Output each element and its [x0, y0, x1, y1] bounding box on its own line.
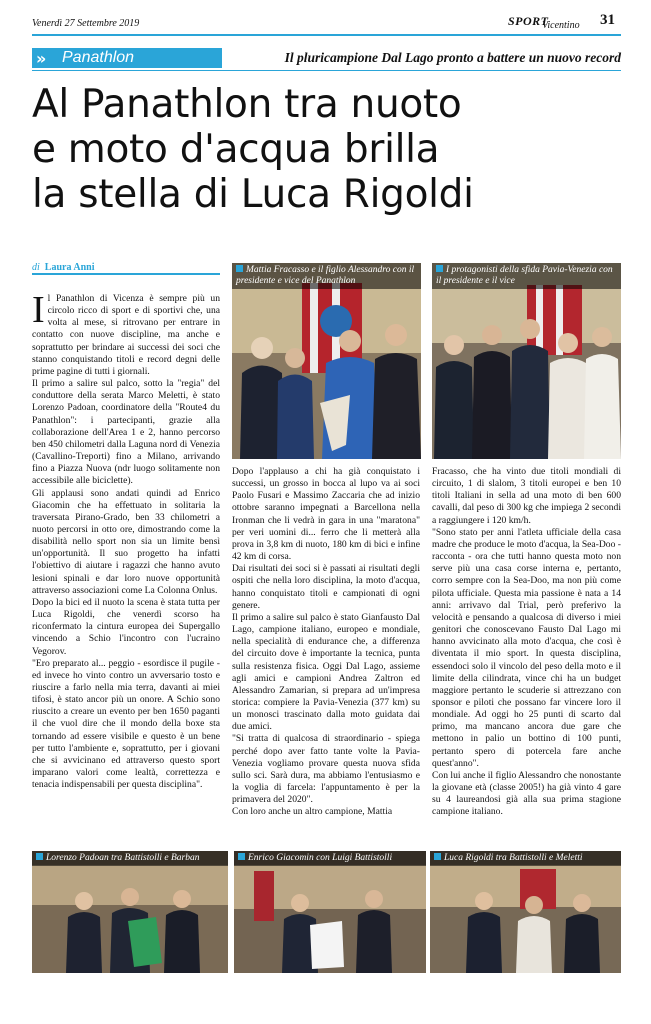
caption-text: I protagonisti della sfida Pavia-Venezia con il presidente e il vice [436, 265, 613, 286]
paragraph: Dopo l'applauso a chi ha già conquistato i successi, un grosso in bocca al lupo va ai soci Paolo Fusari e Massimo Zaccaria che ad inizio ottobre saranno impegnati a Barcellona nella Ironman che li vedrà in gara in una "maratona" per veri uomini di... ferro che li metterà alla prova in 3,8 km di nuoto, 180 km di bici e infine 42 km di corsa. [232, 466, 420, 563]
photo-giacomin [234, 851, 426, 973]
photo-caption [430, 851, 621, 866]
top-rule [32, 34, 621, 36]
photo-rigoldi [430, 851, 621, 973]
headline-line-1: Al Panathlon tra nuoto [32, 82, 462, 127]
paragraph: "Si tratta di qualcosa di straordinario - spiega perché dopo aver fatto tante volte la Pavia-Venezia vogliamo provare questa nuova sfida sullo sci. Sarà dura, ma abbiamo l'entusiasmo e la voglia di farcela: l'appuntamento è per la primavera del 2020". [232, 733, 420, 806]
photo-caption [32, 851, 228, 866]
photo-fracasso-panathlon [232, 263, 421, 459]
photo-image [432, 263, 621, 459]
photo-pavia-venezia [432, 263, 621, 459]
photo-image [234, 851, 426, 973]
paragraph [32, 289, 220, 378]
caption-marker-icon [236, 265, 243, 272]
paragraph: "Ero preparato al... peggio - esordisce il pugile - ed invece ho vinto contro un avversario tosto e riuscire a farlo nella mia terra, davanti ai miei tifosi, è stato ancor più un onore. A Schio sono riuscito a creare un evento per ben 1650 paganti il che vuol dire che il mondo della boxe sta tornando ad essere visibile e questo è un bene per tutto l'ambiente e, soprattutto, per i giovani che si avvicinano ed attraverso questo sport imparano valori come lealtà, correttezza e tenacia indispensabili per questa disciplina". [32, 657, 220, 791]
photo-padoan [32, 851, 228, 973]
photo-caption [232, 263, 421, 289]
section-banner [32, 48, 222, 68]
photo-image [32, 851, 228, 973]
caption-marker-icon [36, 853, 43, 860]
caption-marker-icon [238, 853, 245, 860]
paragraph: Il primo a salire sul palco, sotto la "regia" del conduttore della serata Marco Meletti, è stato Lorenzo Padoan, coordinatore della "Route4 du Panathlon": i partecipanti, grazie alla collaborazione dell'Area 1 e 2, hanno percorso ben 450 chilometri dalla Laguna nord di Venezia (Cavallino-Treporti) fino a Milano, arrivando fino a Piazza Nuova (ndr luogo solitamente non accessibile alle biciclette). [32, 378, 220, 487]
caption-text: Lorenzo Padoan tra Battistolli e Barban [46, 853, 200, 863]
caption-text: Enrico Giacomin con Luigi Battistolli [248, 853, 393, 863]
paragraph-text: l Panathlon di Vicenza è sempre più un circolo ricco di sport e di sportivi che, una volta al mese, si ritrovano per entrare in contatto con nuove discipline, ma anche e soprattutto per brindare ai successi dei soci che stanno conquistando titoli e record degni delle prime pagine di tutti i giornali. [32, 293, 220, 377]
kicker-rule [32, 70, 621, 71]
paragraph: Dai risultati dei soci si è passati ai risultati degli ospiti che nella loro disciplina, la moto d'acqua, hanno conquistato titoli e campionati di ogni genere. [232, 563, 420, 611]
article-column-3 [432, 466, 621, 819]
photo-caption [234, 851, 426, 866]
photo-image [232, 263, 421, 459]
caption-text: Mattia Fracasso e il figlio Alessandro con il presidente e vice del Panathlon [236, 265, 415, 286]
byline [32, 262, 220, 275]
drop-cap: I [32, 289, 45, 331]
double-chevron-icon: » [36, 49, 47, 68]
paragraph: Il primo a salire sul palco è stato Gianfausto Dal Lago, campione italiano, europeo e mondiale, nella specialità di endurance che, a differenza del circuito dove è importante la tecnica, punta sulla resistenza fisica. Oggi Dal Lago, assieme agli amici e campioni Andrea Zaltron ed Alessandro Zamarian, si prepara ad un'impresa storica: compiere la Pavia-Venezia (377 km) su un monosci trascinato dalla moto guidata dai due amici. [232, 611, 420, 733]
page-number: 31 [600, 12, 615, 28]
caption-marker-icon [434, 853, 441, 860]
paragraph: Con loro anche un altro campione, Mattia [232, 806, 393, 818]
paragraph: "Sono stato per anni l'atleta ufficiale della casa madre che produce le moto d'acqua, la Sea-Doo - racconta - ora che tutti hanno questa moto non serve più una casa corse interna e, pertanto, corro sempre con la Sea-Doo, ma non più come pilota ufficiale. Questa mia passione è nata a 14 anni: arrivavo dal Trial, però preferivo la velocità e pensando a qualcosa di diverso i miei genitori che conoscevano Fausto Dal Lago mi hanno avvicinato alla moto d'acqua, che così è diventata il mio sport. In questa disciplina, essendoci solo il vincolo del peso della moto e il limite della cilindrata, vince chi ha un budget maggiore pertanto le scuderie si attrezzano con sponsor e piloti che possano far vincere loro il mondiale. Ad oggi ho 25 punti di scarto dal primo, ma mancano ancora due gare che mettono in palio un bottino di 100 punti, pertanto spero di potercela fare anche quest'anno". [432, 526, 621, 769]
article-column-1 [32, 289, 220, 791]
paragraph: Fracasso, che ha vinto due titoli mondiali di circuito, 1 di slalom, 3 titoli europei e ben 10 titoli Italiani in sella ad una moto di ben 600 cavalli, dal peso di 300 kg che impiega 2 secondi a raggiungere i 120 km/h. [432, 466, 621, 526]
paragraph: Gli applausi sono andati quindi ad Enrico Giacomin che ha effettuato in solitaria la traversata Pirano-Grado, ben 33 chilometri a nuoto percorsi in otto ore, dimostrando come la disabilità nello sport non sia un limite bensì un'opportunità. Il suo progetto ha infatti l'obiettivo di aiutare i ragazzi che hanno avuto lesioni spinali e dar loro nuove opportunità attraverso associazioni come La Colonna Onlus. [32, 487, 220, 596]
paragraph: Dopo la bici ed il nuoto la scena è stata tutta per Luca Rigoldi, che venerdì scorso ha riconfermato la cintura europea dei Supergallo vincendo a Schio l'incontro con l'ucraino Vegorov. [32, 596, 220, 657]
issue-date: Venerdì 27 Settembre 2019 [32, 18, 140, 29]
photo-image [430, 851, 621, 973]
byline-author: Laura Anni [44, 262, 95, 273]
brand-sport: SPORT [508, 14, 549, 28]
masthead-logo [508, 12, 588, 34]
caption-marker-icon [436, 265, 443, 272]
caption-text: Luca Rigoldi tra Battistolli e Meletti [444, 853, 583, 863]
paragraph: Con lui anche il figlio Alessandro che nonostante la giovane età (classe 2005!) ha già vinto 4 gare su 4 laureandosi già alla sua prima stagione campione italiano. [432, 769, 621, 818]
article-column-2 [232, 466, 420, 819]
headline-line-2: e moto d'acqua brilla [32, 127, 440, 172]
byline-prefix: di [32, 262, 40, 273]
kicker: Il pluricampione Dal Lago pronto a battere un nuovo record [284, 50, 621, 65]
brand-vicentino: Vicentino [542, 20, 580, 31]
section-name: Panathlon [62, 49, 135, 66]
photo-caption [432, 263, 621, 289]
headline-line-3: la stella di Luca Rigoldi [32, 172, 474, 217]
headline [32, 82, 622, 217]
